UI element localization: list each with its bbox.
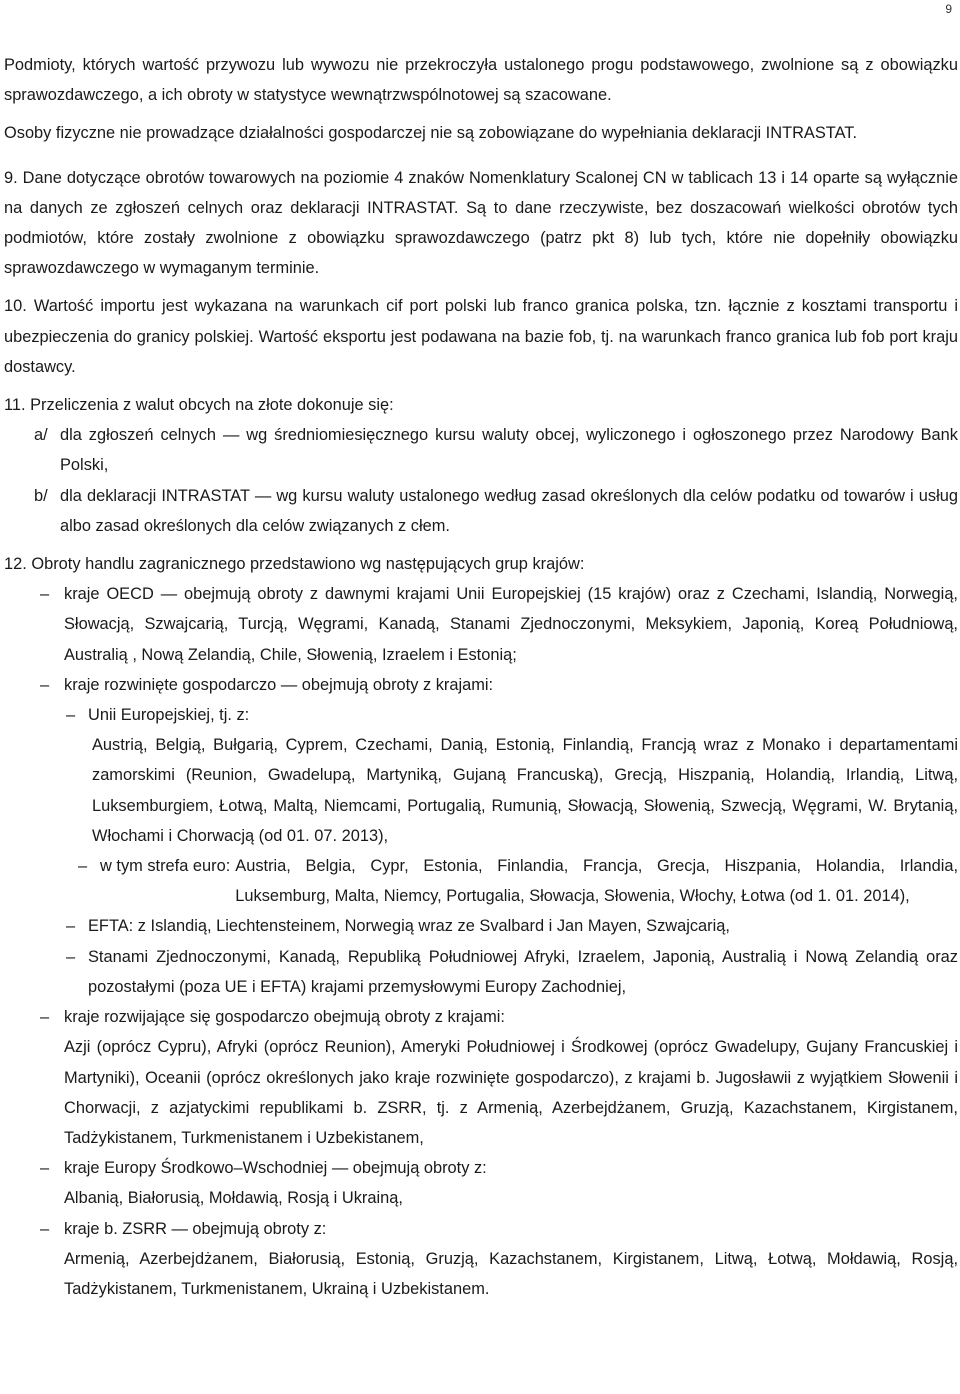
eu-label: Unii Europejskiej, tj. z: bbox=[88, 706, 250, 725]
oecd-text: kraje OECD — obejmują obroty z dawnymi krajami Unii Europejskiej (15 krajów) oraz z Czechami, Islandią, Norwegią, Słowacją, Szwajcarią, Turcją, Węgrami, Kanadą, Stanami Zjednoczonymi, Meksykiem, Japonią, Koreą Południową, Australią , Nową Zelandią, Chile, Słowenią, Izraelem i Estonią; bbox=[64, 585, 958, 664]
euro-zone-list: Austria, Belgia, Cypr, Estonia, Finlandia, Francja, Grecja, Hiszpania, Holandia, Irlandia, Luksemburg, Malta, Niemcy, Portugalia, Słowacja, Słowenia, Włochy, Łotwa (od 1. 01. 2014), bbox=[235, 857, 958, 906]
list-item-oecd bbox=[4, 579, 958, 670]
dash-marker: – bbox=[66, 706, 76, 725]
paragraph-point-10: 10. Wartość importu jest wykazana na warunkach cif port polski lub franco granica polska, tzn. łącznie z kosztami transportu i ubezpieczenia do granicy polskiej. Wartość eksportu jest podawana na bazie fob, tj. na warunkach franco granica lub fob port kraju dostawcy. bbox=[4, 297, 958, 376]
list-item-developed bbox=[4, 670, 958, 700]
list-item-efta bbox=[4, 911, 958, 941]
point-11a-label: a/ bbox=[34, 426, 48, 445]
dash-marker: – bbox=[40, 675, 50, 694]
list-item-developing bbox=[4, 1002, 958, 1032]
list-item-other-developed bbox=[4, 942, 958, 1002]
dash-marker: – bbox=[40, 585, 50, 604]
paragraph-exempt-entities: Podmioty, których wartość przywozu lub wywozu nie przekroczyła ustalonego progu podstawowego, zwolnione są z obowiązku sprawozdawczego, a ich obroty w statystyce wewnątrzwspólnotowej są szacowane. bbox=[4, 56, 958, 105]
developing-text: kraje rozwijające się gospodarczo obejmują obroty z krajami: bbox=[64, 1008, 505, 1027]
list-item-cee bbox=[4, 1153, 958, 1183]
page-number: 9 bbox=[945, 2, 952, 16]
developing-country-list: Azji (oprócz Cypru), Afryki (oprócz Reunion), Ameryki Południowej i Środkowej (oprócz Gwadelupy, Gujany Francuskiej i Martyniki), Oceanii (oprócz określonych jako kraje rozwinięte gospodarczo), z krajami b. Jugosławii z wyjątkiem Słowenii i Chorwacji, z azjatyckimi republikami b. ZSRR, tj. z Armenią, Azerbejdżanem, Gruzją, Kazachstanem, Kirgistanem, Tadżykistanem, Turkmenistanem i Uzbekistanem, bbox=[64, 1038, 958, 1147]
point-11b-label: b/ bbox=[34, 486, 48, 505]
dash-marker: – bbox=[40, 1008, 50, 1027]
former-ussr-text: kraje b. ZSRR — obejmują obroty z: bbox=[64, 1219, 327, 1238]
paragraph-natural-persons: Osoby fizyczne nie prowadzące działalności gospodarczej nie są zobowiązane do wypełniania deklaracji INTRASTAT. bbox=[4, 124, 858, 143]
point-11b bbox=[4, 481, 958, 541]
cee-country-list: Albanią, Białorusią, Mołdawią, Rosją i Ukrainą, bbox=[64, 1189, 403, 1208]
point-11a bbox=[4, 420, 958, 480]
dash-marker: – bbox=[78, 857, 88, 876]
paragraph-point-12: 12. Obroty handlu zagranicznego przedstawiono wg następujących grup krajów: bbox=[4, 555, 585, 574]
dash-marker: – bbox=[66, 947, 76, 966]
efta-text: EFTA: z Islandią, Liechtensteinem, Norwegią wraz ze Svalbard i Jan Mayen, Szwajcarią, bbox=[88, 917, 730, 936]
paragraph-point-11: 11. Przeliczenia z walut obcych na złote dokonuje się: bbox=[4, 396, 394, 415]
cee-text: kraje Europy Środkowo–Wschodniej — obejmują obroty z: bbox=[64, 1159, 487, 1178]
developed-text: kraje rozwinięte gospodarczo — obejmują obroty z krajami: bbox=[64, 675, 494, 694]
other-developed-text: Stanami Zjednoczonymi, Kanadą, Republiką Południowej Afryki, Izraelem, Japonią, Australią i Nową Zelandią oraz pozostałymi (poza UE i EFTA) krajami przemysłowymi Europy Zachodniej, bbox=[88, 947, 958, 996]
euro-zone-label: w tym strefa euro: bbox=[100, 857, 231, 876]
former-ussr-country-list: Armenią, Azerbejdżanem, Białorusią, Estonią, Gruzją, Kazachstanem, Kirgistanem, Litwą, Łotwą, Mołdawią, Rosją, Tadżykistanem, Turkmenistanem, Ukrainą i Uzbekistanem. bbox=[64, 1249, 958, 1298]
paragraph-point-9: 9. Dane dotyczące obrotów towarowych na poziomie 4 znaków Nomenklatury Scalonej CN w tablicach 13 i 14 oparte są wyłącznie na danych ze zgłoszeń celnych oraz deklaracji INTRASTAT. Są to dane rzeczywiste, bez doszacowań wielkości obrotów tych podmiotów, które zostały zwolnione z obowiązku sprawozdawczego (patrz pkt 8) lub tych, które nie dopełniły obowiązku sprawozdawczego w wymaganym terminie. bbox=[4, 168, 958, 278]
list-item-euro-zone bbox=[4, 851, 958, 911]
dash-marker: – bbox=[66, 917, 76, 936]
dash-marker: – bbox=[40, 1159, 50, 1178]
eu-country-list: Austrią, Belgią, Bułgarią, Cyprem, Czechami, Danią, Estonią, Finlandią, Francją wraz z Monako i departamentami zamorskimi (Reunion, Gwadelupą, Martyniką, Gujaną Francuską), Grecją, Hiszpanią, Holandią, Irlandią, Litwą, Luksemburgiem, Łotwą, Maltą, Niemcami, Portugalią, Rumunią, Słowacją, Słowenią, Szwecją, Węgrami, W. Brytanią, Włochami i Chorwacją (od 01. 07. 2013), bbox=[92, 736, 958, 845]
list-item-former-ussr bbox=[4, 1214, 958, 1244]
list-item-eu bbox=[4, 700, 958, 730]
point-11a-text: dla zgłoszeń celnych — wg średniomiesięcznego kursu waluty obcej, wyliczonego i ogłoszonego przez Narodowy Bank Polski, bbox=[60, 426, 958, 475]
dash-marker: – bbox=[40, 1219, 50, 1238]
document-body bbox=[4, 50, 958, 1304]
point-11b-text: dla deklaracji INTRASTAT — wg kursu waluty ustalonego według zasad określonych dla celów podatku od towarów i usług albo zasad określonych dla celów związanych z cłem. bbox=[60, 486, 958, 535]
